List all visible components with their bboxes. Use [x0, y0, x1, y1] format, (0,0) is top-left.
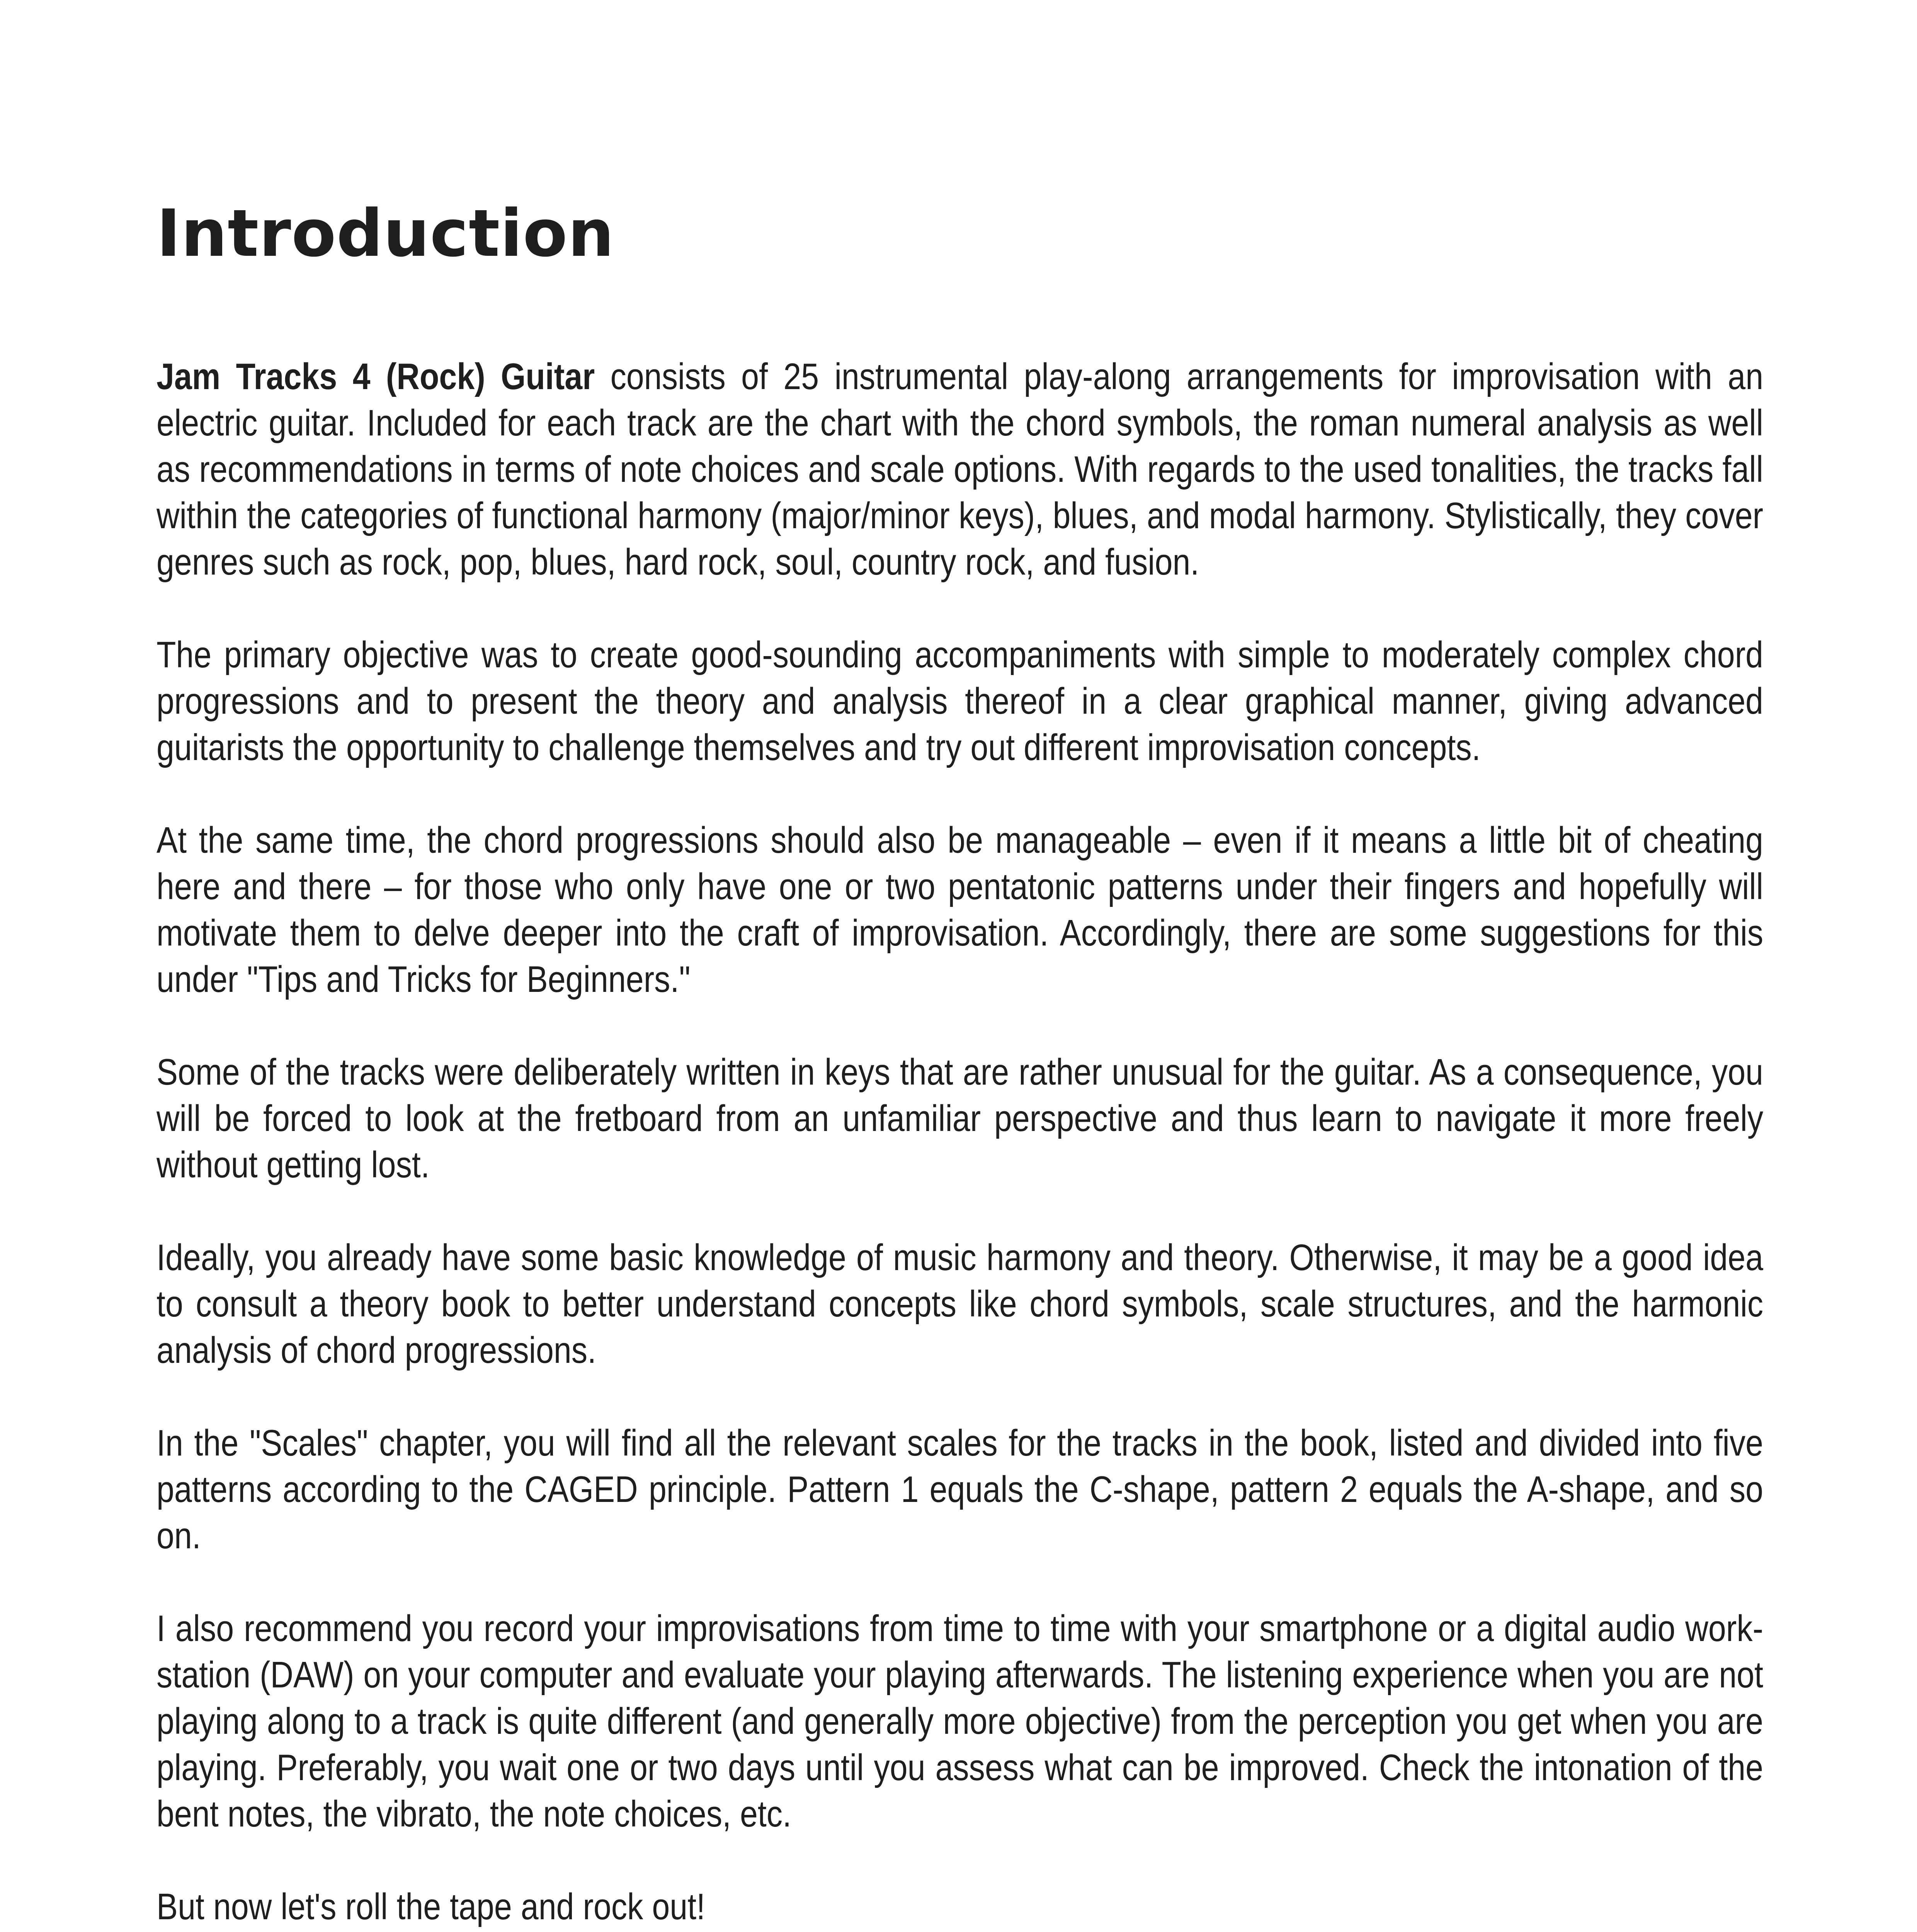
paragraph-4: Some of the tracks were deliberately written in keys that are rather unusual for the guitar. As a consequence, you will be forced to look at the fretboard from an unfamiliar perspective and thus learn to navigate it more freely without getting lost.: [156, 1051, 1764, 1185]
paragraph-5: Ideally, you already have some basic knowledge of music harmony and theory. Otherwise, it may be a good idea to consult a theory book to better understand concepts like chord symbols, scale structures, and the harmonic analysis of chord progressions.: [156, 1237, 1764, 1371]
page-title: Introduction: [156, 196, 615, 271]
paragraph-8: But now let's roll the tape and rock out!: [156, 1886, 706, 1927]
book-title-bold: Jam Tracks 4 (Rock) Guitar: [156, 356, 595, 397]
paragraph-1: [156, 354, 1763, 585]
paragraph-7: I also recommend you record your improvisations from time to time with your smartphone or a digital audio workstation (DAW) on your computer and evaluate your playing afterwards. The listening experience when you are not playing along to a track is quite different (and generally more objective) from the perception you get when you are playing. Preferably, you wait one or two days until you assess what can be improved. Check the intonation of the bent notes, the vibrato, the note choices, etc.: [156, 1608, 1764, 1835]
paragraph-1-text: consists of 25 instrumental play-along arrangements for improvisation with an electric guitar. Included for each track are the chart with the chord symbols, the roman numeral analysis as well as recommendations in terms of note choices and scale options. With regards to the used tonalities, the tracks fall within the categories of functional harmony (major/minor keys), blues, and modal harmony. Stylistically, they cover genres such as rock, pop, blues, hard rock, soul, country rock, and fusion.: [156, 356, 1764, 583]
paragraph-2: The primary objective was to create good-sounding accompaniments with simple to moderately complex chord progressions and to present the theory and analysis thereof in a clear graphical manner, giving advanced guitarists the opportunity to challenge themselves and try out different improvisation concepts.: [156, 634, 1764, 768]
paragraph-6: In the "Scales" chapter, you will find all the relevant scales for the tracks in the book, listed and divided into five patterns according to the CAGED principle. Pattern 1 equals the C-shape, pattern 2 equals the A-shape, and so on.: [156, 1422, 1764, 1556]
body-text: [156, 354, 1763, 1932]
paragraph-3: At the same time, the chord progressions should also be manageable – even if it means a little bit of cheating here and there – for those who only have one or two pentatonic patterns under their fingers and hopefully will motivate them to delve deeper into the craft of improvisation. Accordingly, there are some suggestions for this under "Tips and Tricks for Beginners.": [156, 820, 1764, 1000]
